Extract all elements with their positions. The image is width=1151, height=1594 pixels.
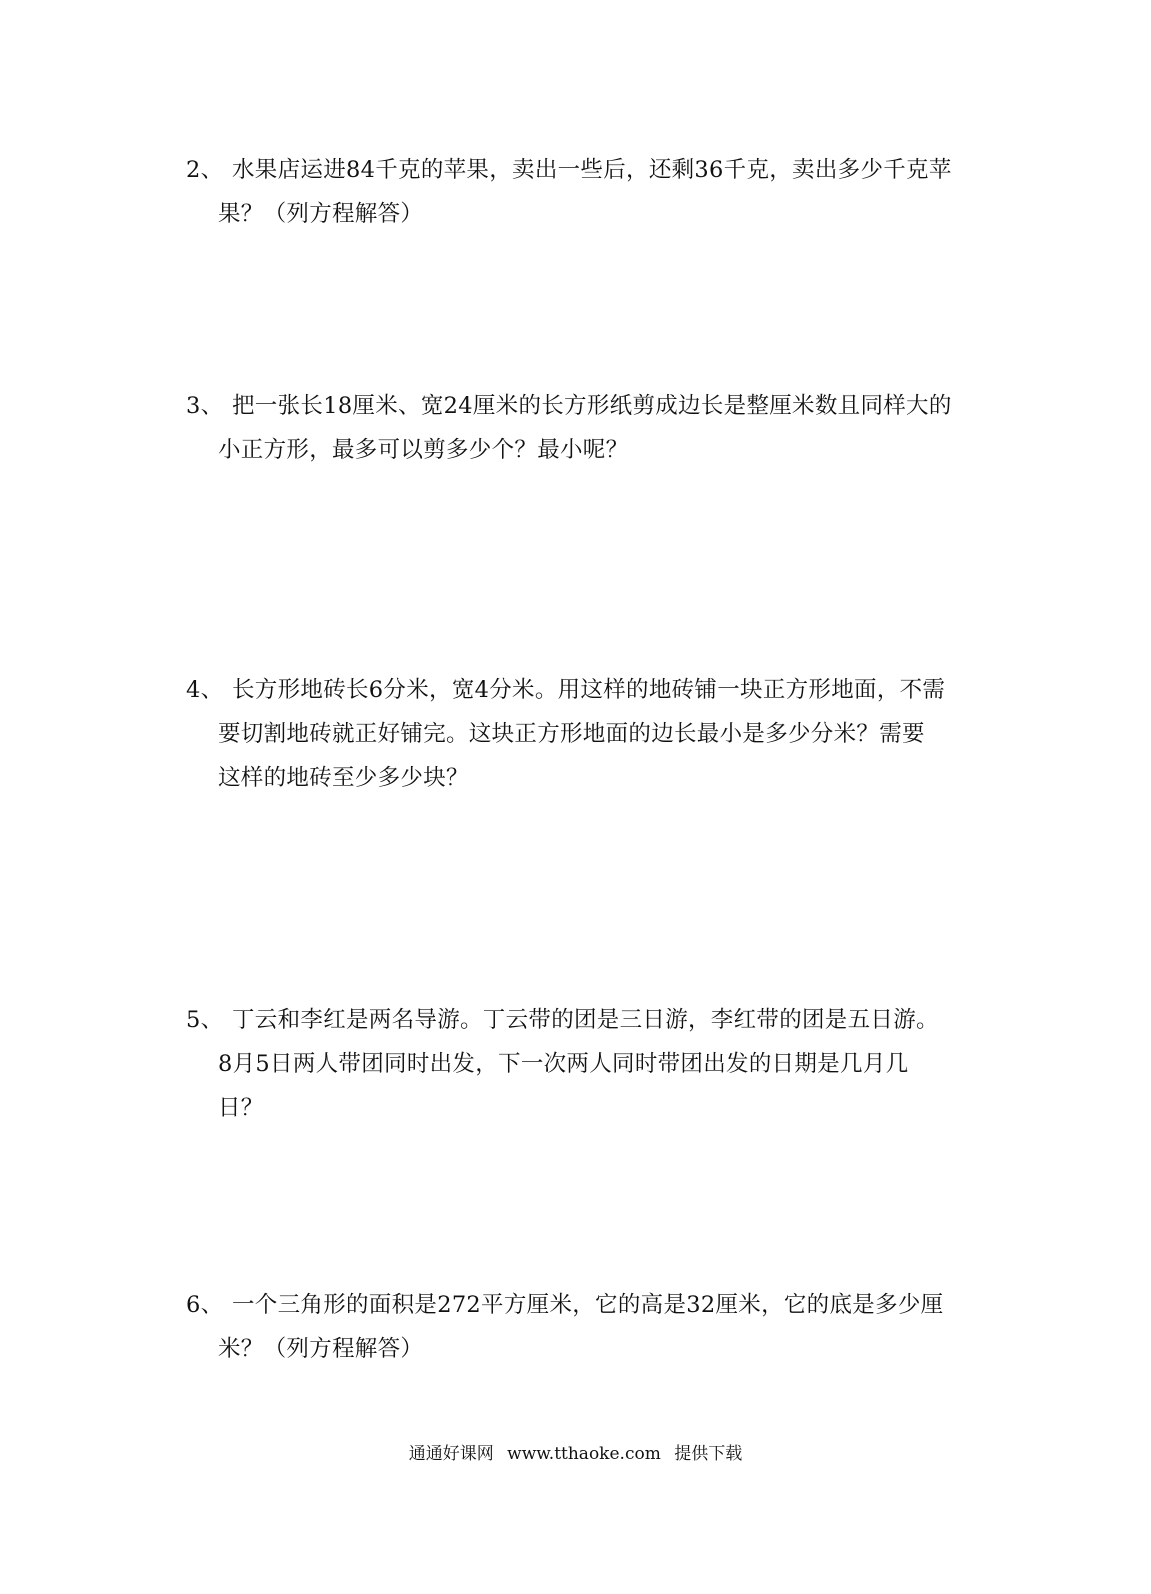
problem-2 (186, 148, 996, 236)
problem-5-number: 5、 (186, 1007, 224, 1033)
problem-2-line-2: 果？（列方程解答） (218, 201, 424, 227)
footer-site-name: 通通好课网 (408, 1444, 494, 1464)
problem-4 (186, 668, 996, 800)
problem-4-text-1: 长方形地砖长6分米，宽4分米。用这样的地砖铺一块正方形地面，不需 (232, 677, 946, 703)
problem-6 (186, 1283, 996, 1371)
footer-note: 提供下载 (674, 1444, 743, 1464)
problem-5-line-2: 8月5日两人带团同时出发，下一次两人同时带团出发的日期是几月几 (218, 1051, 909, 1077)
problem-4-line-3: 这样的地砖至少多少块？ (218, 765, 469, 791)
problem-3-number: 3、 (186, 393, 224, 419)
problem-6-number: 6、 (186, 1292, 224, 1318)
problem-4-line-1 (186, 668, 996, 712)
problem-3-line-2: 小正方形，最多可以剪多少个？最小呢？ (218, 437, 629, 463)
problem-3-text-1: 把一张长18厘米、宽24厘米的长方形纸剪成边长是整厘米数且同样大的 (232, 393, 952, 419)
problem-5-line-3: 日？ (218, 1095, 264, 1121)
problem-4-number: 4、 (186, 677, 224, 703)
problem-3 (186, 384, 996, 472)
problem-6-line-2: 米？（列方程解答） (218, 1336, 424, 1362)
problem-3-line-1 (186, 384, 996, 428)
problem-4-line-2: 要切割地砖就正好铺完。这块正方形地面的边长最小是多少分米？需要 (218, 721, 925, 747)
problem-6-text-1: 一个三角形的面积是272平方厘米，它的高是32厘米，它的底是多少厘 (232, 1292, 944, 1318)
problem-5-text-1: 丁云和李红是两名导游。丁云带的团是三日游，李红带的团是五日游。 (232, 1007, 939, 1033)
footer-url-link[interactable]: www.tthaoke.com (507, 1444, 661, 1464)
problem-5 (186, 998, 996, 1130)
problem-2-number: 2、 (186, 157, 224, 183)
problem-2-text-1: 水果店运进84千克的苹果，卖出一些后，还剩36千克，卖出多少千克苹 (232, 157, 952, 183)
problem-5-line-1 (186, 998, 996, 1042)
problem-2-line-1 (186, 148, 996, 192)
page-footer (0, 1440, 1151, 1468)
problem-6-line-1 (186, 1283, 996, 1327)
